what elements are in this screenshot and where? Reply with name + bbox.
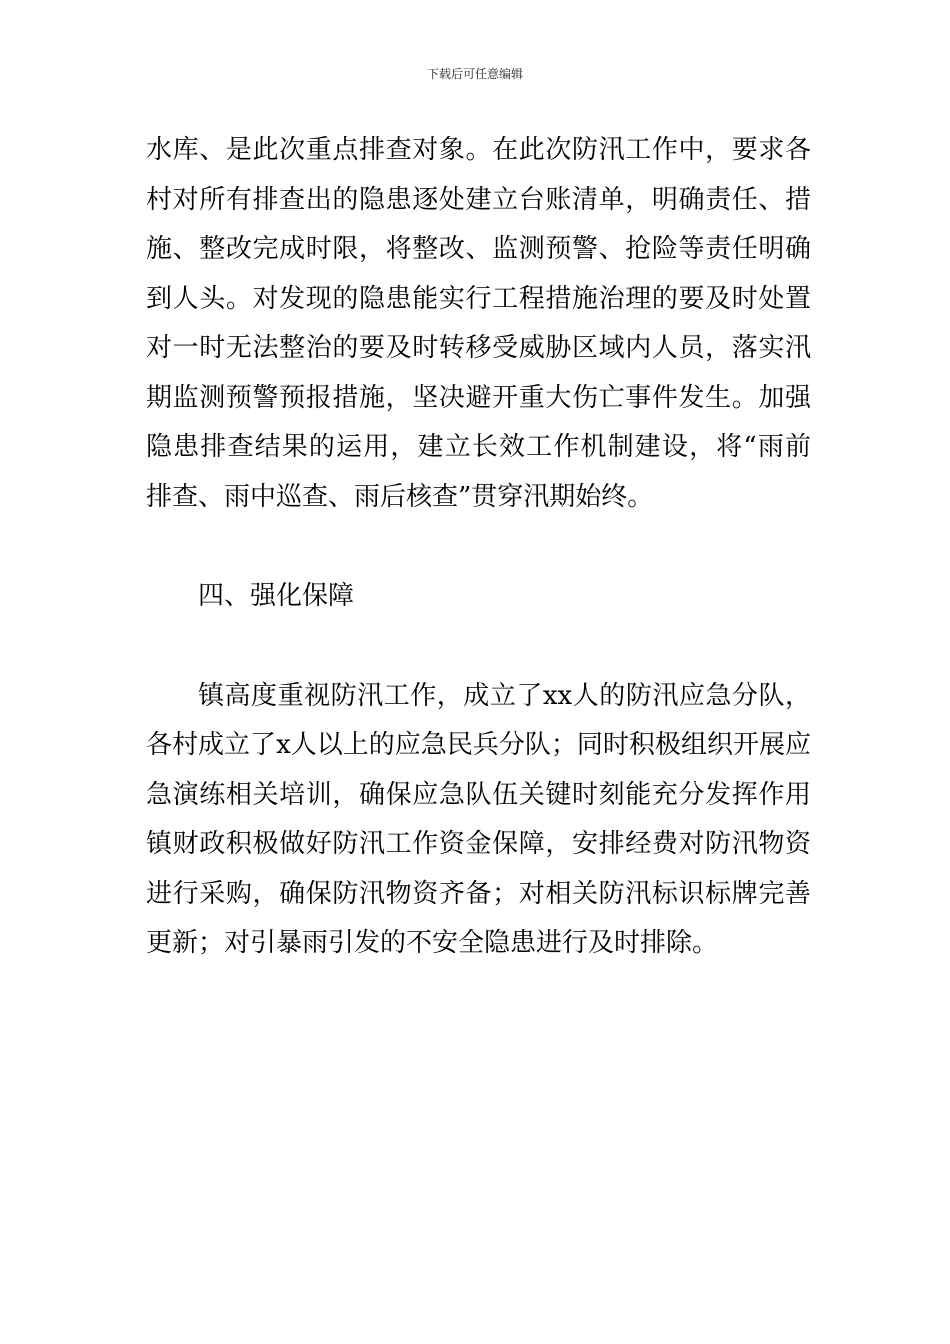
text-line: 村对所有排查出的隐患逐处建立台账清单，明确责任、措 <box>146 184 811 215</box>
document-body <box>146 126 811 969</box>
text-line: 隐患排查结果的运用，建立长效工作机制建设，将“雨前 <box>146 432 811 462</box>
paragraph-guarantee <box>146 672 811 969</box>
text-line: 到人头。对发现的隐患能实行工程措施治理的要及时处置 <box>146 283 811 314</box>
text-line: 施、整改完成时限，将整改、监测预警、抢险等责任明确 <box>146 234 811 264</box>
section-heading <box>146 572 811 622</box>
paragraph-spacer <box>146 622 811 672</box>
text-line: 各村成立了x人以上的应急民兵分队；同时积极组织开展应 <box>146 730 811 760</box>
text-line: 镇财政积极做好防汛工作资金保障，安排经费对防汛物资 <box>146 829 811 859</box>
text-line: 镇高度重视防汛工作，成立了xx人的防汛应急分队， <box>198 680 811 711</box>
paragraph-spacer <box>146 522 811 572</box>
text-line: 排查、雨中巡查、雨后核查”贯穿汛期始终。 <box>146 481 654 512</box>
paragraph-flood-inspection <box>146 126 811 522</box>
page-header: 下载后可任意编辑 <box>426 67 523 81</box>
text-line: 急演练相关培训，确保应急队伍关键时刻能充分发挥作用 <box>146 779 811 810</box>
text-line: 更新；对引暴雨引发的不安全隐患进行及时排除。 <box>146 928 719 958</box>
heading-line: 四、强化保障 <box>198 581 355 611</box>
text-line: 水库、是此次重点排查对象。在此次防汛工作中，要求各 <box>146 135 811 165</box>
text-line: 期监测预警预报措施，坚决避开重大伤亡事件发生。加强 <box>146 382 811 413</box>
text-line: 对一时无法整治的要及时转移受威胁区域内人员，落实汛 <box>146 333 811 363</box>
text-line: 进行采购，确保防汛物资齐备；对相关防汛标识标牌完善 <box>146 878 811 909</box>
